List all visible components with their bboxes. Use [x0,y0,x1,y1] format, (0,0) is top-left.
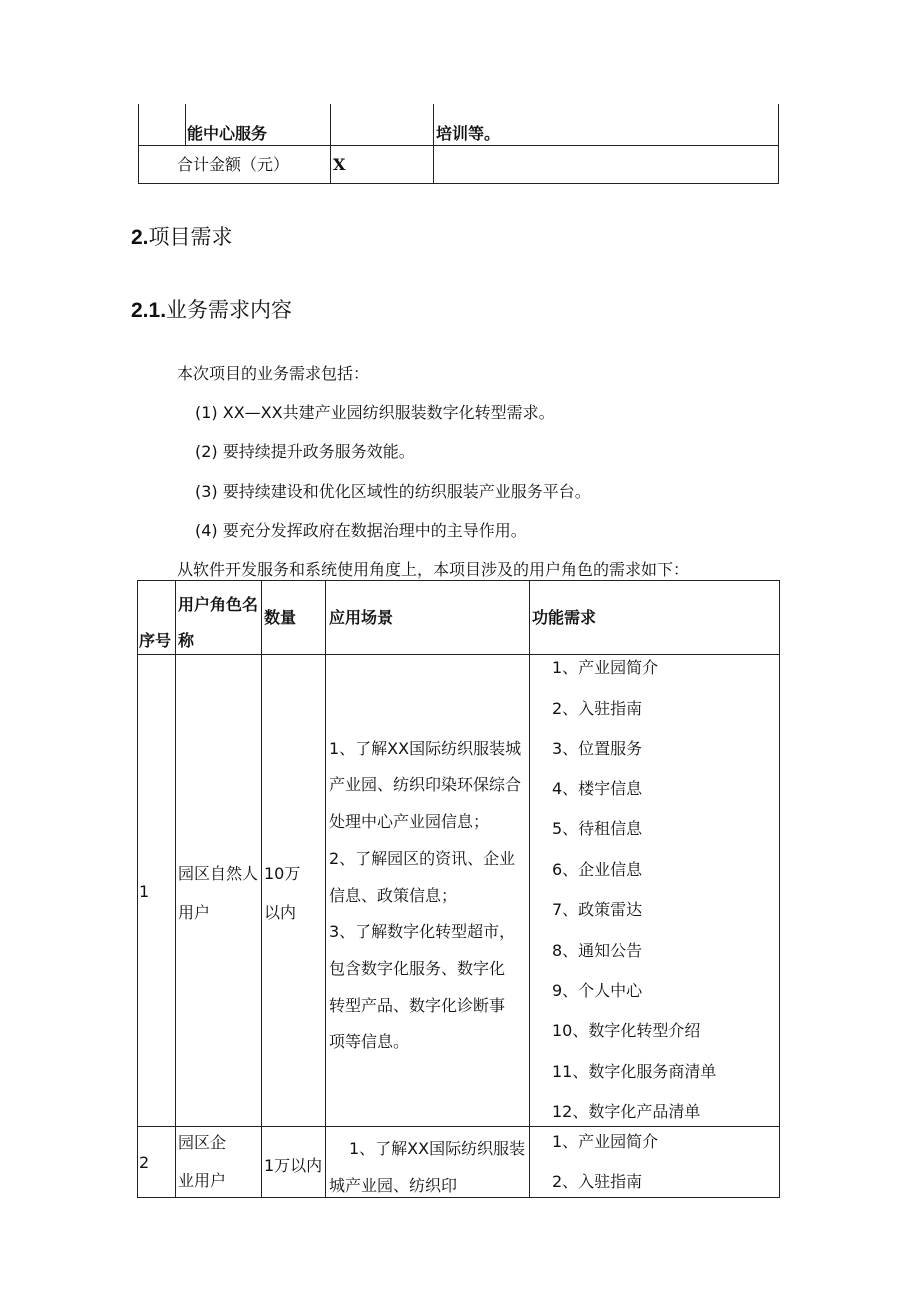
row-scene-line: 处理中心产业园信息； [329,812,490,831]
row-qty: 以内 [264,903,297,922]
row-function: 5、待租信息 [552,819,643,838]
row-function: 10、数字化转型介绍 [552,1021,701,1040]
header-role-line1: 用户角色名 [178,595,259,614]
row-function: 12、数字化产品清单 [552,1102,701,1121]
row-scene-line: 1、了解XX国际纺织服装 [349,1139,526,1158]
row-scene-line: 信息、政策信息； [329,886,458,905]
row-role: 业用户 [178,1171,227,1190]
intro-paragraph: 本次项目的业务需求包括： [177,364,370,383]
row-function: 1、产业园简介 [552,658,659,677]
row-function: 9、个人中心 [552,981,643,1000]
row-scene-line: 3、了解数字化转型超市， [329,922,516,941]
row-scene-line: 2、了解园区的资讯、企业 [329,849,516,868]
list-item: (1) XX—XX共建产业园纺织服装数字化转型需求。 [195,403,555,422]
row-qty: 10万 [264,864,301,883]
row-function: 7、政策雷达 [552,900,643,919]
row-scene-line: 1、了解XX国际纺织服装城 [329,739,522,758]
table-cell-service: 能中心服务 [187,124,268,143]
list-item: (2) 要持续提升政务服务效能。 [195,442,415,461]
row-function: 4、楼宇信息 [552,779,643,798]
row-role: 用户 [178,903,211,922]
row-function: 6、企业信息 [552,860,643,879]
row-scene-line: 产业园、纺织印染环保综合 [329,775,522,794]
row-scene-line: 转型产品、数字化诊断事 [329,996,506,1015]
row-seq: 1 [139,882,150,901]
row-seq: 2 [139,1153,150,1172]
section-heading-2: 2.项目需求 [131,225,233,249]
header-scene: 应用场景 [329,608,394,627]
list-item: (3) 要持续建设和优化区域性的纺织服装产业服务平台。 [195,482,591,501]
row-function: 8、通知公告 [552,941,643,960]
row-role: 园区企 [178,1133,227,1152]
roles-intro-paragraph: 从软件开发服务和系统使用角度上，本项目涉及的用户角色的需求如下： [177,560,690,579]
header-func: 功能需求 [532,608,597,627]
total-amount-value: X [333,155,346,174]
row-role: 园区自然人 [178,864,259,883]
row-scene-line: 包含数字化服务、数字化 [329,959,506,978]
header-seq: 序号 [139,631,172,650]
section-heading-2-1: 2.1.业务需求内容 [131,298,293,322]
row-scene-line: 项等信息。 [329,1032,410,1051]
row-function: 2、入驻指南 [552,699,643,718]
row-qty: 1万以内 [264,1156,323,1175]
row-function: 1、产业园简介 [552,1132,659,1151]
row-function: 2、入驻指南 [552,1172,643,1191]
row-function: 11、数字化服务商清单 [552,1062,717,1081]
header-qty: 数量 [264,608,297,627]
row-scene-line: 城产业园、纺织印 [329,1176,458,1195]
table-cell-training: 培训等。 [436,124,501,143]
header-role-line2: 称 [178,631,195,650]
row-function: 3、位置服务 [552,739,643,758]
list-item: (4) 要充分发挥政府在数据治理中的主导作用。 [195,521,527,540]
total-amount-label: 合计金额（元） [177,155,290,174]
